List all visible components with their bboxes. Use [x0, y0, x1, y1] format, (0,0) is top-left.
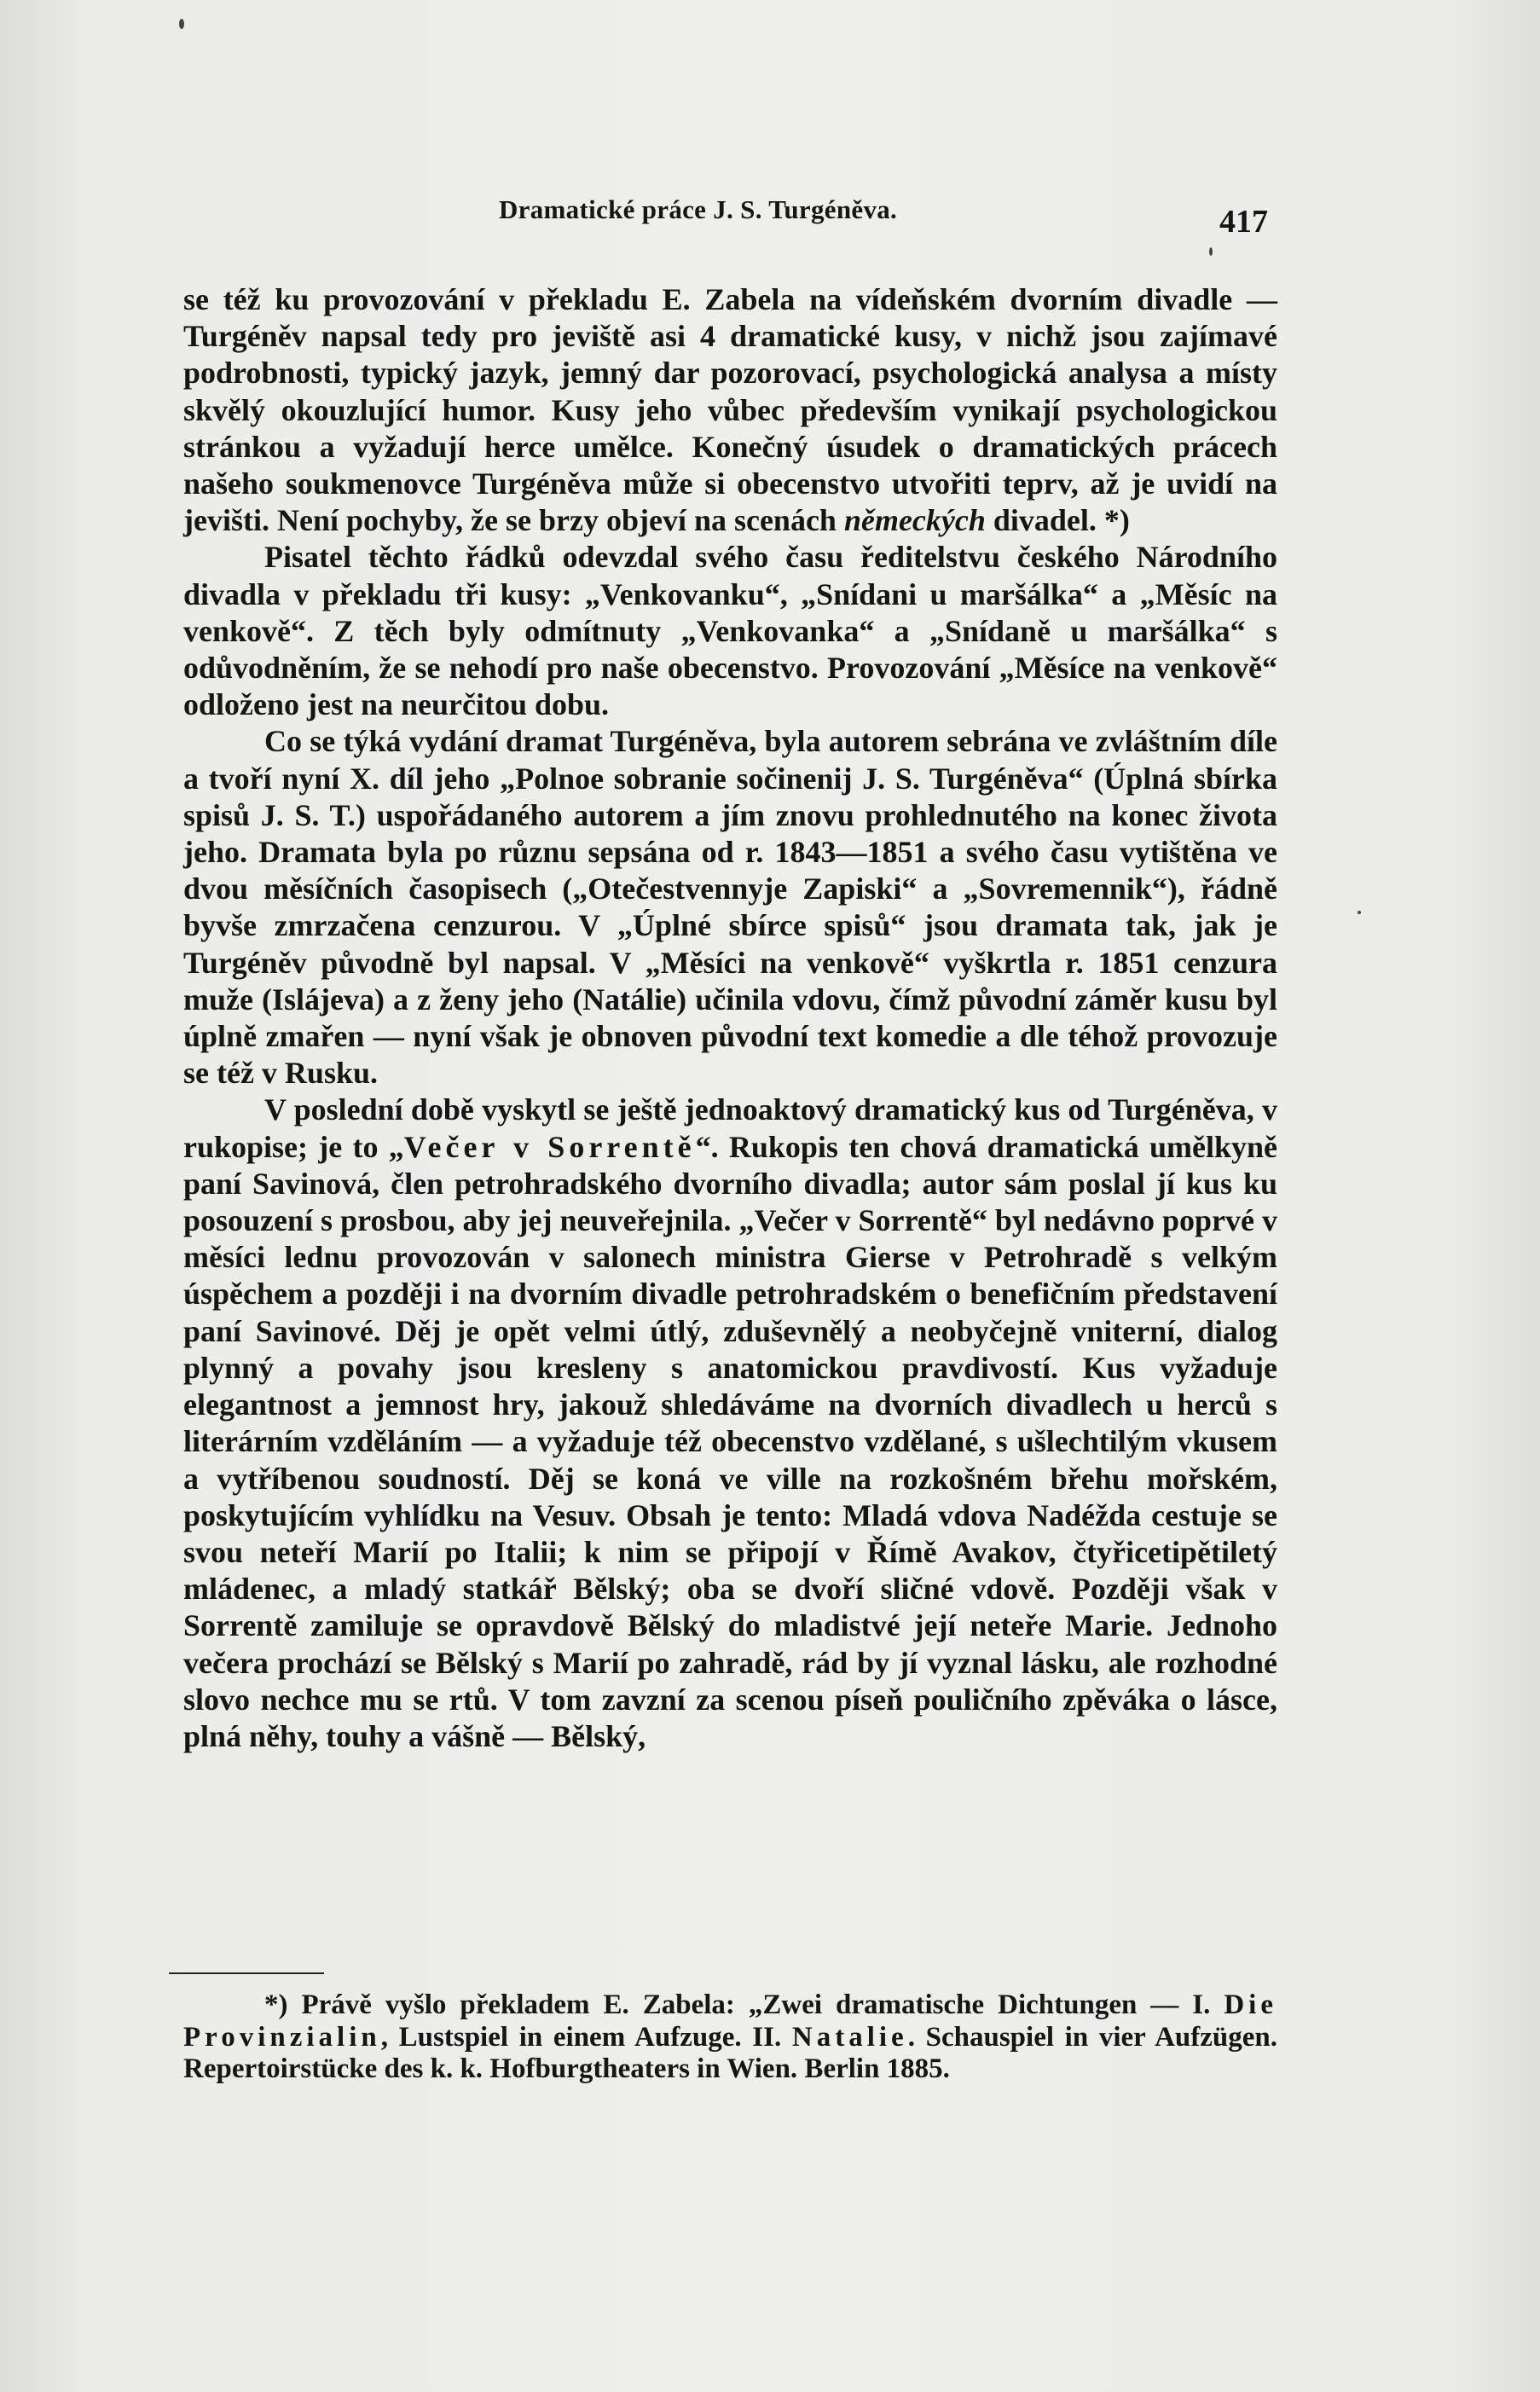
main-text-body: [183, 281, 1277, 1755]
text-run: Co se týká vydání dramat Turgéněva, byla autorem sebrána ve zvláštním díle a tvoří nyní X. díl jeho „Polnoe sobranie sočinenij J. S. Turgéněva“ (Úplná sbírka spisů J. S. T.) uspořádaného autorem a jím znovu prohlednutého na konec života jeho. Dramata byla po různu sepsána od r. 1843—1851 a svého času vytištěna ve dvou měsíčních časopisech („Otečestvennyje Zapiski“ a „Sovremennik“), řádně byvše zmrzačena cenzurou. V „Úplné sbírce spisů“ jsou dramata tak, jak je Turgéněv původně byl napsal. V „Měsíci na venkově“ vyškrtla r. 1851 cenzura muže (Islájeva) a z ženy jeho (Natálie) učinila vdovu, čímž původní záměr kusu byl úplně zmařen — nyní však je obnoven původní text komedie a dle téhož provozuje se též v Rusku.: [183, 724, 1277, 1091]
paragraph: [183, 539, 1277, 723]
footnote-divider: [169, 1972, 324, 1974]
spaced-title-run: Die Provinzialin: [183, 1989, 1277, 2053]
footnote: [183, 1989, 1277, 2086]
text-run: *) Právě vyšlo překladem E. Zabela: „Zwei dramatische Dichtungen — I.: [264, 1989, 1224, 2020]
italic-run: německých: [843, 503, 986, 538]
spaced-title-run: Večer v Sorrentě: [403, 1129, 696, 1164]
running-header-title: Dramatické práce J. S. Turgéněva.: [499, 194, 898, 224]
text-run: “. Rukopis ten chová dramatická umělkyně paní Savinová, člen petrohradského dvorního divadla; autor sám poslal jí kus ku posouzení s prosbou, aby jej neuveřejnila. „Večer v Sorrentě“ byl nedávno poprvé v měsíci lednu provozován v salonech ministra Gierse v Petrohradě s velkým úspěchem a později i na dvorním divadle petrohradském o benefičním představení paní Savinové. Děj je opět velmi útlý, zduševnělý a neobyčejně vniterní, dialog plynný a povahy jsou kresleny s anatomickou pravdivostí. Kus vyžaduje elegantnost a jemnost hry, jakouž shledáváme na dvorních divadlech u herců s literárním vzděláním — a vyžaduje též obecenstvo vzdělané, s ušlechtilým vkusem a vytříbenou soudností. Děj se koná ve ville na rozkošném břehu mořském, poskytujícím vyhlídku na Vesuv. Obsah je tento: Mladá vdova Nadéžda cestuje se svou neteří Marií po Italii; k nim se připojí v Římě Avakov, čtyřicetipětiletý mládenec, a mladý statkář Bělský; oba se dvoří sličné vdově. Později však v Sorrentě zamiluje se opravdově Bělský do mladistvé její neteře Marie. Jednoho večera prochází se Bělský s Marií po zahradě, rád by jí vyznal lásku, ale rozhodné slovo nechce mu se rtů. V tom zavzní za scenou píseň pouličního zpěváka o lásce, plná něhy, touhy a vášně — Bělský,: [183, 1129, 1277, 1753]
paragraph: [183, 281, 1277, 539]
scan-speck: [1358, 911, 1361, 914]
paragraph: [183, 1092, 1277, 1755]
scan-speck: [179, 19, 184, 29]
text-run: . Schauspiel in vier Aufzügen. Repertoirstücke des k. k. Hofburgtheaters in Wien. Berlin 1885.: [183, 2021, 1277, 2084]
text-run: Pisatel těchto řádků odevzdal svého času ředitelstvu českého Národního divadla v překladu tři kusy: „Venkovanku“, „Snídani u maršálka“ a „Měsíc na venkově“. Z těch byly odmítnuty „Venkovanka“ a „Snídaně u maršálka“ s odůvodněním, že se nehodí pro naše obecenstvo. Provozování „Měsíce na venkově“ odloženo jest na neurčitou dobu.: [183, 540, 1277, 722]
scan-speck: [1209, 247, 1213, 256]
text-run: , Lustspiel in einem Aufzuge. II.: [380, 2021, 792, 2053]
text-run: divadel. *): [985, 503, 1130, 538]
page-number: 417: [1219, 204, 1268, 240]
spaced-title-run: Natalie: [791, 2021, 908, 2053]
text-run: se též ku provozování v překladu E. Zabela na vídeňském dvorním divadle — Turgéněv napsal tedy pro jeviště asi 4 dramatické kusy, v nichž jsou zajímavé podrobnosti, typický jazyk, jemný dar pozorovací, psychologická analysa a místy skvělý okouzlující humor. Kusy jeho vůbec především vynikají psychologickou stránkou a vyžadují herce umělce. Konečný úsudek o dramatických prácech našeho soukmenovce Turgéněva může si obecenstvo utvořiti teprv, až je uvidí na jevišti. Není pochyby, že se brzy objeví na scenách: [183, 282, 1277, 538]
text-run: V poslední době vyskytl se ještě jednoaktový dramatický kus od Turgéněva, v rukopise; je to „: [183, 1092, 1277, 1164]
paragraph: [183, 723, 1277, 1092]
